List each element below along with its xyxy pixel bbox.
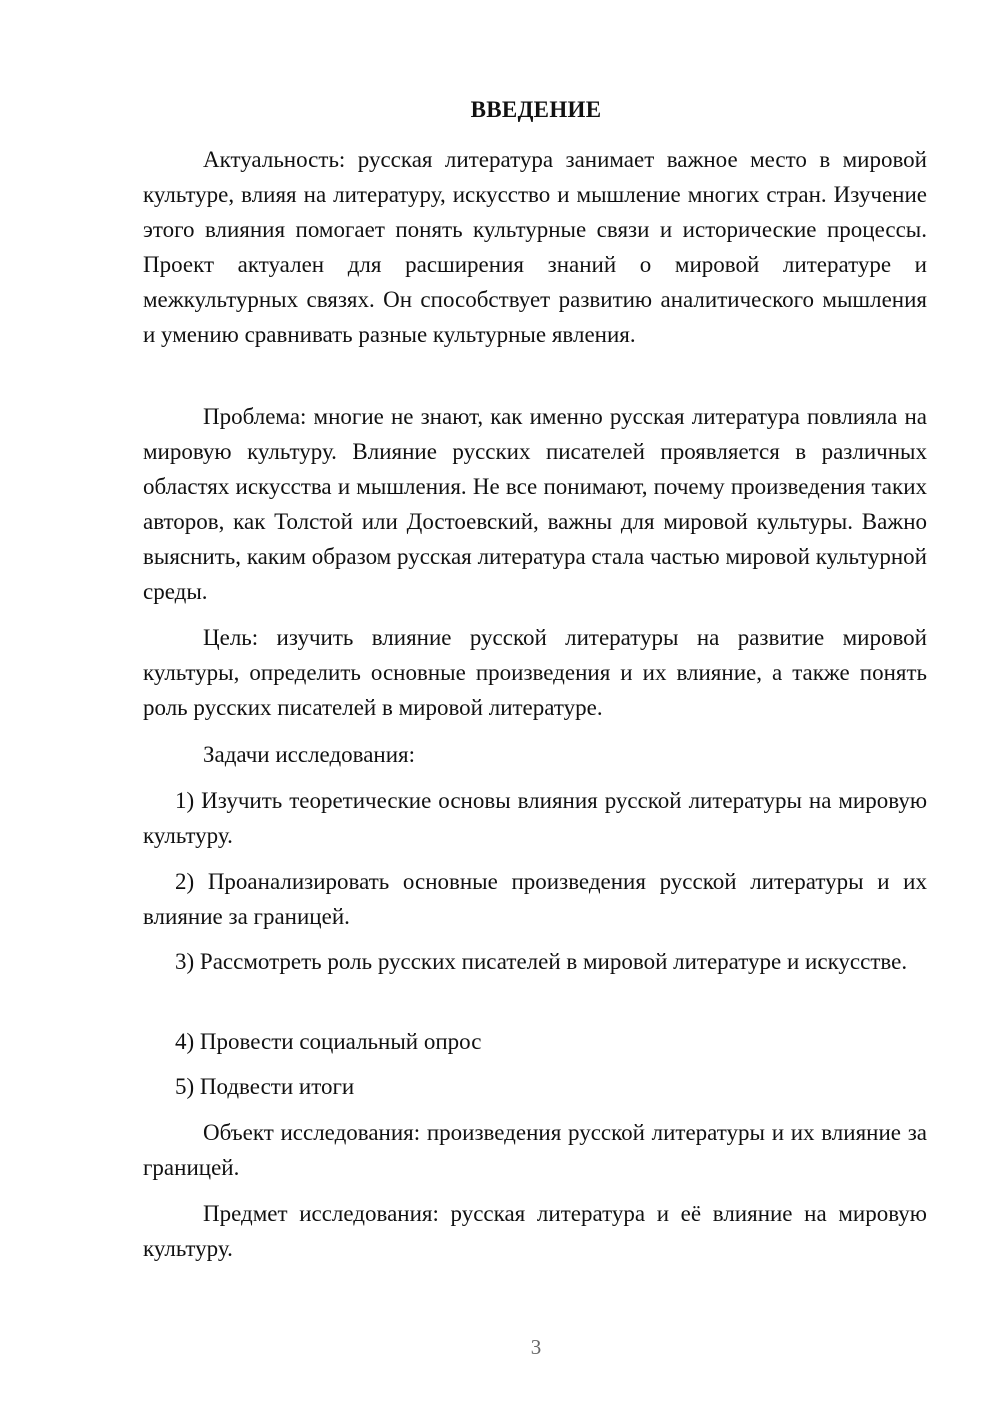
- task-item-2: 2) Проанализировать основные произведения русской литературы и их влияние за границей.: [143, 869, 927, 929]
- paragraph-relevance: Актуальность: русская литература занимает важное место в мировой культуре, влияя на литературу, искусство и мышление многих стран. Изучение этого влияния помогает понять культурные связи и исторические процессы. Проект актуален для расширения знаний о мировой литературе и межкультурных связях. Он способствует развитию аналитического мышления и умению сравнивать разные культурные явления.: [143, 147, 927, 347]
- task-item-5: 5) Подвести итоги: [175, 1074, 355, 1099]
- tasks-heading: Задачи исследования:: [203, 742, 416, 767]
- paragraph-subject: Предмет исследования: русская литература и её влияние на мировую культуру.: [143, 1201, 927, 1261]
- task-item-4: 4) Провести социальный опрос: [175, 1029, 482, 1054]
- task-item-1: 1) Изучить теоретические основы влияния русской литературы на мировую культуру.: [143, 788, 927, 848]
- paragraph-object: Объект исследования: произведения русской литературы и их влияние за границей.: [143, 1120, 927, 1180]
- task-item-3: 3) Рассмотреть роль русских писателей в мировой литературе и искусстве.: [175, 949, 908, 974]
- page-number: 3: [530, 1335, 542, 1359]
- page-title: ВВЕДЕНИЕ: [470, 97, 602, 122]
- paragraph-goal: Цель: изучить влияние русской литературы на развитие мировой культуры, определить основные произведения и их влияние, а также понять роль русских писателей в мировой литературе.: [143, 625, 927, 720]
- paragraph-problem: Проблема: многие не знают, как именно русская литература повлияла на мировую культуру. Влияние русских писателей проявляется в различных областях искусства и мышления. Не все понимают, почему произведения таких авторов, как Толстой или Достоевский, важны для мировой культуры. Важно выяснить, каким образом русская литература стала частью мировой культурной среды.: [143, 404, 927, 604]
